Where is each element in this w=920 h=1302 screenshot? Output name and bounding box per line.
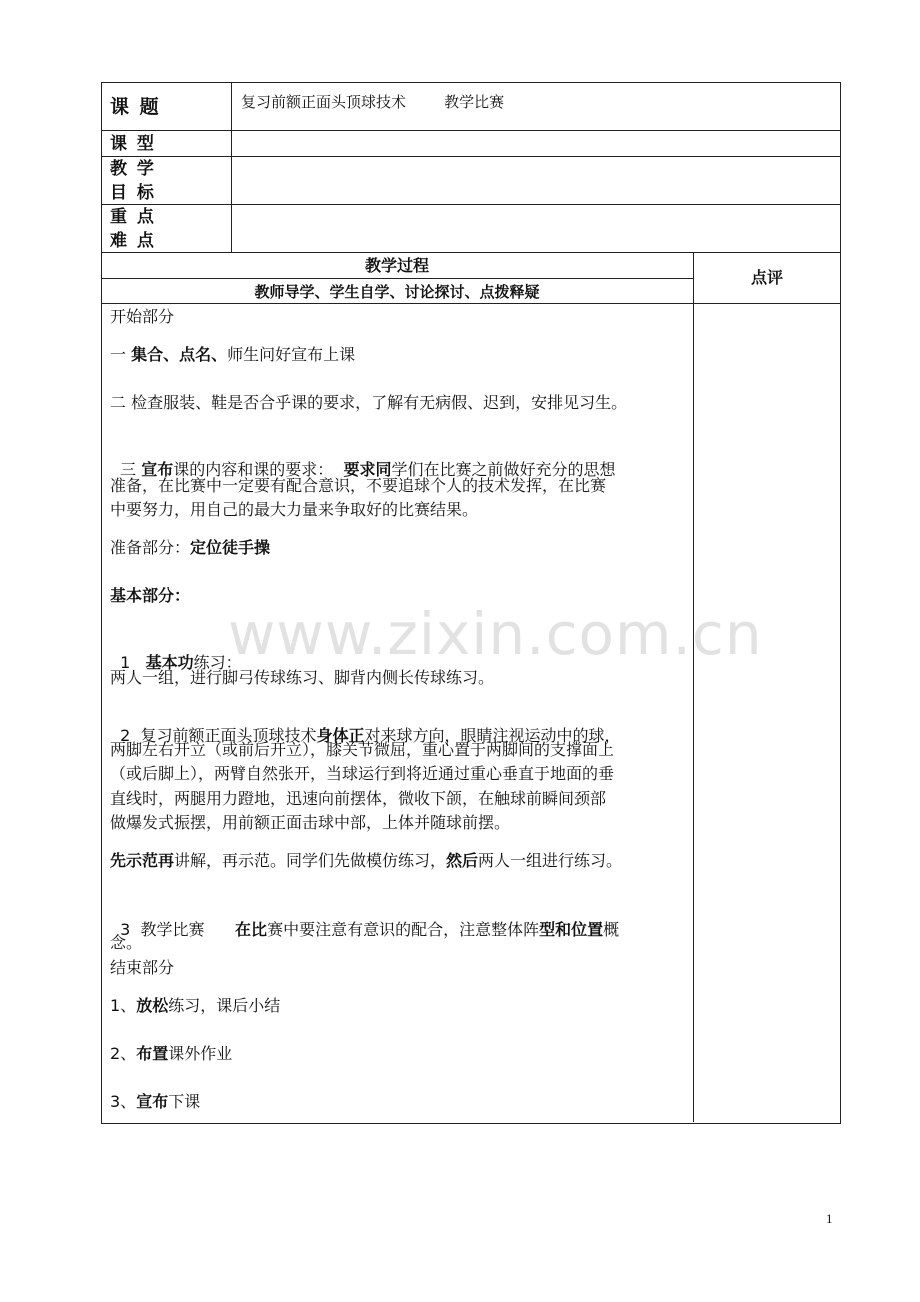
item-text: 讲解，再示范。同学们先做模仿练习，	[174, 851, 447, 870]
item-text: 下课	[168, 1092, 201, 1111]
end-item-1	[110, 996, 280, 1016]
start-item-2: 二 检查服装、鞋是否合乎课的要求，了解有无病假、迟到，安排见习生。	[110, 393, 628, 412]
comment-column-divider	[693, 252, 694, 1122]
label-column-divider	[231, 82, 232, 252]
item-bold-text: 布置	[136, 1044, 169, 1063]
item-number: 三	[120, 460, 142, 479]
item-bold-text: 放松	[136, 996, 169, 1015]
goal-label-line2: 目 标	[110, 183, 156, 203]
start-item-3-line2: 准备，在比赛中一定要有配合意识，不要追球个人的技术发挥，在比赛	[110, 476, 607, 495]
basic-item-2-method	[110, 851, 622, 871]
item-text: 课外作业	[168, 1044, 233, 1063]
item-bold-text: 集合、点名、	[131, 345, 228, 364]
item-text: 两人一组进行练习。	[478, 851, 623, 870]
item-text: 练习，课后小结	[168, 996, 281, 1015]
page-number: 1	[826, 1211, 833, 1226]
item-text: 概	[603, 920, 620, 939]
item-bold-text: 宣布	[136, 1092, 169, 1111]
item-bold-text: 在比	[235, 920, 268, 939]
item-text: 练习：	[193, 653, 242, 672]
basic-heading: 基本部分：	[110, 586, 191, 605]
key-label-line1: 重 点	[110, 207, 156, 227]
process-title: 教学过程	[364, 256, 429, 275]
item-bold-text: 宣布	[141, 460, 174, 479]
basic-item-2-line: （或后脚上），两臂自然张开，当球运行到将近通过重心垂直于地面的垂	[110, 764, 615, 783]
item-text: 师生问好宣布上课	[227, 345, 356, 364]
item-number: 1、	[110, 996, 137, 1015]
basic-item-2-line: 做爆发式振摆，用前额正面击球中部，上体并随球前摆。	[110, 813, 511, 832]
topic-value: 复习前额正面头顶球技术 教学比赛	[241, 93, 505, 111]
item-text: 学们在比赛之前做好充分的思想	[391, 460, 616, 479]
comment-header: 点评	[750, 268, 783, 287]
item-bold-text: 要求同	[343, 460, 392, 479]
item-number: 1	[120, 653, 146, 672]
end-heading: 结束部分	[110, 958, 175, 977]
item-bold-text: 基本功	[145, 653, 194, 672]
prep-heading: 准备部分：	[110, 538, 191, 557]
process-subtitle: 教师导学、学生自学、讨论探讨、点拨释疑	[254, 283, 540, 301]
start-heading: 开始部分	[110, 307, 175, 326]
item-bold-text: 型和位置	[539, 920, 604, 939]
prep-section	[110, 538, 270, 558]
row-divider	[101, 204, 840, 205]
item-number: 一	[110, 345, 132, 364]
key-label-line2: 难 点	[110, 231, 156, 251]
item-number: 2、	[110, 1044, 137, 1063]
start-item-1	[110, 345, 355, 365]
watermark: www.zixin.com.cn	[228, 600, 763, 668]
prep-content: 定位徒手操	[190, 538, 271, 557]
row-divider	[101, 303, 840, 304]
basic-item-1	[110, 633, 242, 673]
item-text: 课的内容和课的要求：	[173, 460, 344, 479]
start-item-3-line3: 中要努力，用自己的最大力量来争取好的比赛结果。	[110, 500, 479, 519]
basic-item-2-line: 直线时，两腿用力蹬地，迅速向前摆体，微收下颌，在触球前瞬间颈部	[110, 789, 607, 808]
basic-item-3-line2: 念。	[110, 933, 143, 952]
end-item-3	[110, 1092, 200, 1112]
basic-item-3	[110, 900, 619, 940]
item-bold-text: 身体正	[316, 726, 365, 745]
basic-item-1-detail: 两人一组，进行脚弓传球练习、脚背内侧长传球练习。	[110, 668, 495, 687]
basic-item-2-line: 两脚左右开立（或前后开立），膝关节微屈，重心置于两脚间的支撑面上	[110, 740, 615, 759]
item-bold-text: 然后	[446, 851, 479, 870]
topic-label: 课 题	[110, 96, 161, 118]
row-divider	[101, 156, 840, 157]
item-bold-text: 先示范再	[110, 851, 175, 870]
row-divider	[101, 130, 840, 131]
item-text: 2 复习前额正面头顶球技术	[120, 726, 317, 745]
end-item-2	[110, 1044, 232, 1064]
row-divider	[101, 252, 840, 253]
item-number: 3、	[110, 1092, 137, 1111]
row-divider	[101, 278, 693, 279]
goal-label-line1: 教 学	[110, 159, 156, 179]
start-item-3	[110, 440, 616, 480]
item-text: 3 教学比赛	[120, 920, 236, 939]
item-text: 对来球方向，眼睛注视运动中的球，	[364, 726, 621, 745]
type-label: 课 型	[110, 134, 156, 154]
item-text: 赛中要注意有意识的配合，注意整体阵	[267, 920, 540, 939]
